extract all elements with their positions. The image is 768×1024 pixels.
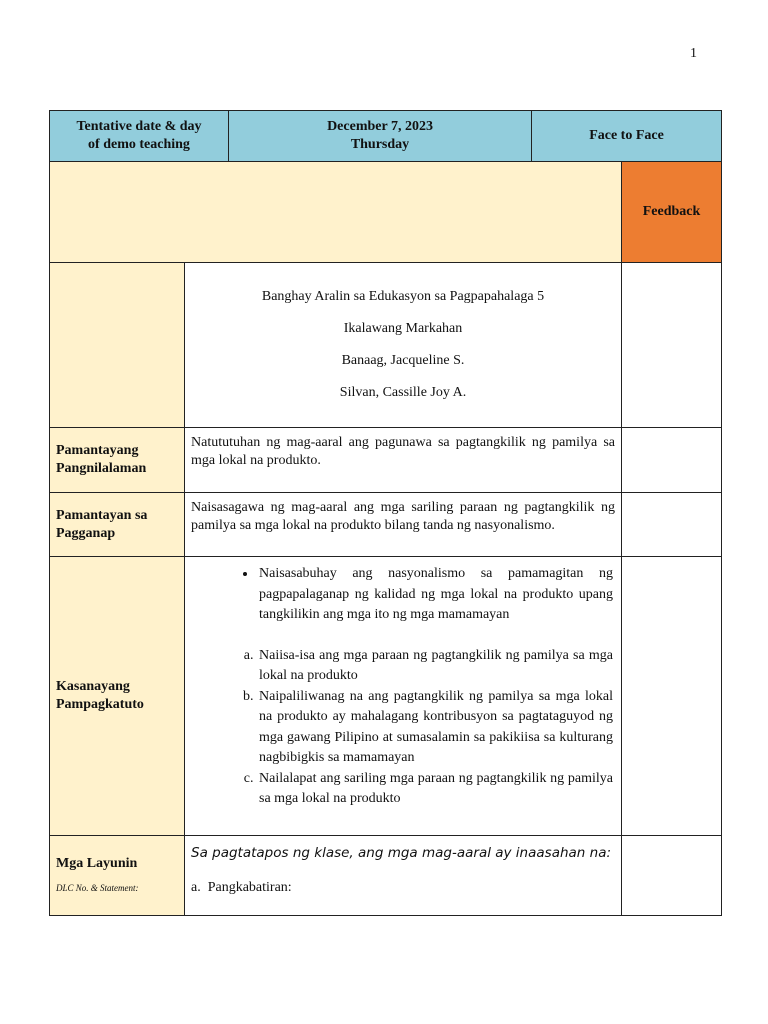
competency-label-cell xyxy=(49,556,185,836)
competency-item-a: a. Naiisa-isa ang mga paraan ng pagtangkilik ng pamilya sa mga lokal na produkto xyxy=(257,646,613,687)
page-number: 1 xyxy=(690,46,697,61)
objectives-label: Mga Layunin xyxy=(56,855,138,871)
competency-feedback-cell xyxy=(621,556,722,836)
feedback-label: Feedback xyxy=(642,204,701,219)
objectives-item-a-text: Pangkabatiran: xyxy=(207,880,292,895)
objectives-item-a xyxy=(191,879,615,897)
feedback-header-cell xyxy=(621,161,722,263)
competency-bullet-item: • Naisasabuhay ang nasyonalismo sa pamamagitan ng pagpapalaganap ng kalidad ng mga lokal na produkto upang tangkilikin ang mga ito ng mga mamamayan xyxy=(257,564,613,626)
header-date-cell xyxy=(228,110,532,162)
lesson-info-label-cell xyxy=(49,262,185,428)
lesson-info-cell xyxy=(184,262,622,428)
blank-title-band xyxy=(49,161,622,263)
objectives-content-cell xyxy=(184,835,622,916)
header-mode: Face to Face xyxy=(589,128,664,143)
lesson-info-feedback-cell xyxy=(621,262,722,428)
performance-standard-feedback-cell xyxy=(621,492,722,557)
competency-label-line2: Pampagkatuto xyxy=(56,697,144,712)
performance-standard-text: Naisasagawa ng mag-aaral ang mga sariling paraan ng pagtangkilik ng pamilya sa mga lokal na produkto bilang tanda ng nasyonalismo. xyxy=(191,500,615,533)
header-date: December 7, 2023 xyxy=(327,119,433,134)
lesson-title: Banghay Aralin sa Edukasyon sa Pagpapahalaga 5 xyxy=(261,289,545,304)
header-day: Thursday xyxy=(350,137,410,152)
content-standard-label-line1: Pamantayang xyxy=(56,443,139,458)
performance-standard-label-line2: Pagganap xyxy=(56,525,116,541)
header-mode-cell xyxy=(531,110,722,162)
competency-bullet-list xyxy=(185,564,613,626)
competency-content-cell xyxy=(184,556,622,836)
header-date-label-cell xyxy=(49,110,229,162)
lesson-author-2: Silvan, Cassille Joy A. xyxy=(339,385,467,400)
objectives-intro: Sa pagtatapos ng klase, ang mga mag-aaral ay inaasahan na: xyxy=(191,845,612,861)
content-standard-label-line2: Pangnilalaman xyxy=(56,461,147,476)
performance-standard-label-line1: Pamantayan sa xyxy=(56,507,148,523)
content-standard-text-cell xyxy=(184,427,622,493)
competency-item-c: c. Nailalapat ang sariling mga paraan ng pagtangkilik ng pamilya sa mga lokal na produkto xyxy=(257,769,613,810)
content-standard-text: Natututuhan ng mag-aaral ang pagunawa sa pagtangkilik ng pamilya sa mga lokal na produkto. xyxy=(191,435,615,468)
header-date-label-line2: of demo teaching xyxy=(88,137,190,152)
objectives-label-cell xyxy=(49,835,185,916)
objectives-item-a-marker: a. xyxy=(191,880,201,895)
objectives-sublabel: DLC No. & Statement: xyxy=(56,882,139,893)
competency-item-list xyxy=(185,646,613,810)
content-standard-label-cell xyxy=(49,427,185,493)
content-standard-feedback-cell xyxy=(621,427,722,493)
competency-label-line1: Kasanayang xyxy=(56,679,130,694)
lesson-quarter: Ikalawang Markahan xyxy=(343,321,463,336)
objectives-feedback-cell xyxy=(621,835,722,916)
lesson-author-1: Banaag, Jacqueline S. xyxy=(341,353,465,368)
performance-standard-label-cell xyxy=(49,492,185,557)
performance-standard-text-cell xyxy=(184,492,622,557)
competency-item-b: b. Naipaliliwanag na ang pagtangkilik ng pamilya sa mga lokal na produkto ay mahalagang kontribusyon sa pagtataguyod ng mga gawang Pilipino at sumasalamin sa pakikiisa sa kulturang nagbibigkis sa mamamayan xyxy=(257,687,613,769)
header-date-label-line1: Tentative date & day xyxy=(76,119,202,134)
